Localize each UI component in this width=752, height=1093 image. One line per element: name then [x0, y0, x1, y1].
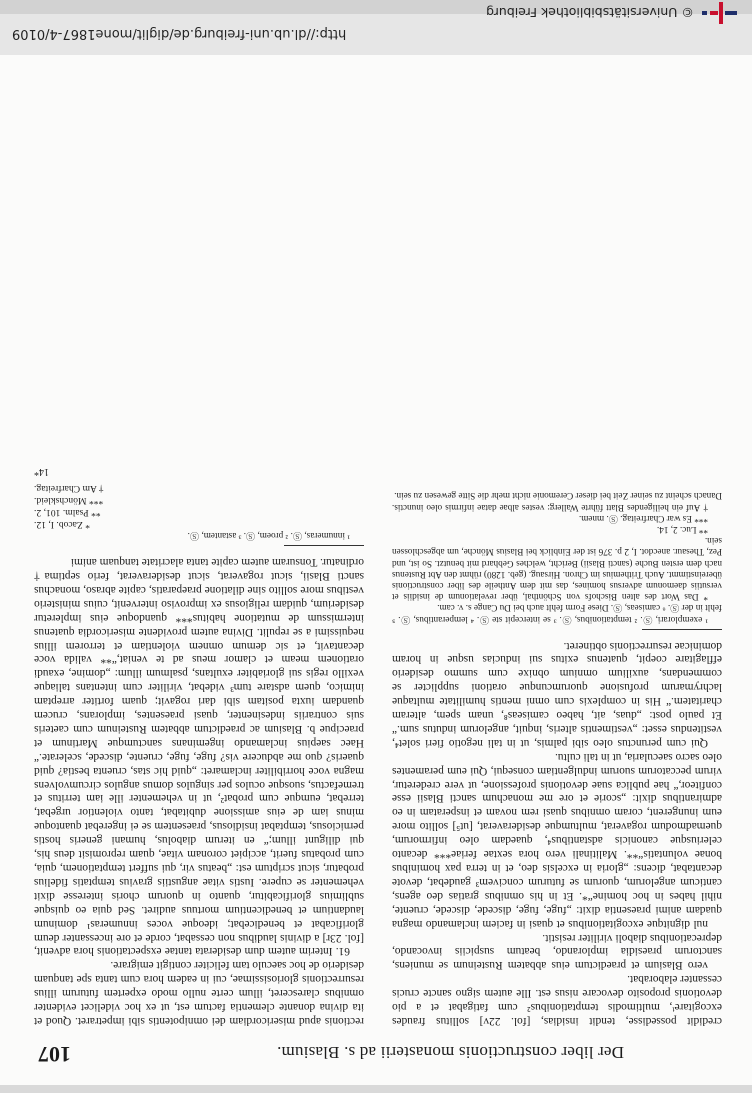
paragraph: rectionis apud misericordiam dei omnipotentis sibi impetraret. Quod et ita divina donante clementia factum est, ut ex hoc videlicet evidenter omnibus claresceret, illum certe nullo modo expertem futurum illius resurrectionis gloriosissimae, cui in eadem hora cum tanta spe tanquam desiderio de hoc saeculo tam feliciter contigit emigrare. — [34, 959, 364, 1027]
footnote: * Zacob. I, 12. — [34, 518, 90, 530]
footnote: *** Mönchskleid. — [34, 494, 104, 506]
paragraph: 61. Interim autem dum desiderata tantae exspectationis hora advenit, [fol. 23r] a divinis laudibus non cessabat, corde et ore incessanter deum glorificabat et benedicebat; ideoque voces innumeras¹ dominum laudantium et benedicentium mortuus audiret. Sed quia eo quisque sublimius glorificabitur, quanto in quorum choris interesse dixit vehementer se cupere. Iustis vitae angustiis gravius temptatis fidelius probatur, sicut scriptum est: „beatus vir, qui suffert temptationem, quia, cum probatus fuerit, accipiet coronam vitae, quam repromisit deus his, qui diligunt illum;“ en iterum diabolus, humani generis hostis perniciosus, temptabat insidiosus, praesentem se ei ingerebat quantoque minus iam de eius amissione dubitabat, tanto violentior urgebat, terrebat, eumque cum probat², ut in vehementer ille iam territus et tremefactus, suosque oculos per singulos domus angulos circumvolvens magna voce horribiliter inclamaret: „quid hic stas, cruenta bestia? quid quaeris? quo me abducere vis? fuge, fuge, cruente, discede, scelerate.“ Haec saepius inclamando ingeminans sanctumque Martinum et praecipue b. Blasium ac praedictum abbatem Rusteinum cum caeteris suis contrariis indesinenter, quasi praesentes, implorans, crucem quandam iuxta positam sibi dari rogavit; quam fortiter arreptam inimico, quem adstare tum³ videbat, viriliter cum intentans taliaque vexillo regis sui gloriabiter exultans, psalmum illum: „domine, exaudi orationem meam et clamor meus ad te veniat,“** valida voce decantavit, et sic demum omnem violentiam et terrorem illius nequissimi a se repulit. Divina autem providente misericordia quatenus intermissum de mutatione habitus*** quandoque eius impleretur desiderium, quidam religiosus ex improviso intervenit, cuius ministerio vestibus more sollito sine dilatione praeparatis, capite abraso, monachus sancti Blasii, sicut rogaverat, sicut desideraverat, ferio septima† ordinatur. Tonsuram autem capite tanta alacritate tanquam animi — [34, 556, 364, 958]
scanned-page — [0, 55, 752, 1085]
paragraph: credidit possedisse, tendit insidias, [fol. 22v] sollitus fraudes excogitareⁱ, multimodis temptationibus² cum fatigabat et a pio devotionis proposito devocare nisus est. Ille autem signo sancte crucis cessanter elaborabat. — [392, 973, 722, 1027]
bottom-bar — [0, 1085, 752, 1093]
footnote: ** Psalm. 101, 2. — [34, 506, 101, 518]
running-title: Der liber constructionis monasterii ad s. Blasium. — [276, 1043, 624, 1062]
footnote: † Am Charfreitag. — [34, 482, 104, 494]
signature-mark: 14* — [34, 465, 49, 477]
footnote-divider — [284, 545, 364, 546]
footnote: * Das Wort des alten Bischofs von Schönthal, über revelationum de insidiis et versutiis daemonum adversus homines, das mit dem Antheile des liber constructionis übereinstimmt. Auch Trithemius im Chron. Hirsaug. (geb. 1280) rühmt den Abt Rustenus nach dem ersten Buche (sancti Blasii) Bericht, welches Gebhard mit benutzt. So ist, und Pez, Thesaur. anecdot. I, 2 p. 376 ist der Einblick bei Blasius Mönche, um abgeschlossen sein. — [392, 536, 722, 603]
paragraph: nul dignitque excogitationibus et quasi in faciem inclamando magna quadam animi praesentia dixit: „fuge, fuge, discede, discede, cruente, nihil habes in hoc homine“*. Et in his omnibus gratias deo agens, canticum angelorum, quorum se futurum concivem³ gaudebat, devote decantabat, dicens: „gloria in excelsis deo, et in terra pax hominibus bonae voluntatis“**. Malitinali vero hora sextae feriae*** decanto celeriusque canonicis adstantibus⁴, quaedam oleo infirmorum, quemadmodum rogaverat, multumque desideraverat, [ut⁵] sollito more eum inungerent, coram omnibus quasi rem novam et insperatam in eo admirantibus dixit: „scorie et ore me monachum sancti Blasii esse confiteor,“ hae publica suae devotionis professione, ut vere crederetur, virum peccatorum suorum indulgentiam consequi, Qui eum peramentes oleo sacro saecularia, ut in tali cultu. — [392, 750, 722, 930]
permalink-url[interactable]: http://dl.ub.uni-freiburg.de/diglit/mone1867-4/0109 — [12, 26, 347, 41]
right-column — [34, 464, 364, 1027]
page-number: 107 — [38, 1042, 71, 1067]
footnote: ** Luc. 2, 14. — [656, 525, 708, 535]
footnote: ¹ exemplorari, Ⓢ. ² temptationibus, Ⓢ. ³ se intercepit ste Ⓢ. ⁴ lemperantibus, Ⓢ. ⁵ fehlt in der Ⓢ. ⁶ camiseas, Ⓢ. Diese Form fehlt auch bei Du Cange s. v. cam. — [392, 603, 722, 625]
library-banner — [0, 0, 752, 55]
ub-freiburg-logo-icon — [702, 2, 742, 24]
footnote: † Auf ein heiligendes Blatt führte Wallerg: vestes albae datae infirmis oleo inunctis. Danach scheint zu seiner Zeit bei dieser Ceremonie nicht mehr die Sitte gewesen zu sein. — [392, 491, 722, 513]
copyright-notice: © Universitätsbibliothek Freiburg — [486, 5, 694, 20]
footnote: ¹ innumeras, Ⓢ. ² proem, Ⓢ. ³ astantem, Ⓢ. — [187, 531, 350, 542]
footnote-divider — [642, 629, 722, 630]
running-head — [38, 1039, 714, 1067]
paragraph: Qui cum perunctus oleo sibi palmis, ut in tali negotio fieri solet⁴, vestitendus esset: „vestimentis alteris, inquit, angelorum indutus sum.“ Et paulo post: „duas, ait, habeo camiseas⁸, unam spem, alteram charitatem.“ His in complexis cum omni mentis humilitate multaque lachrymarum profusione quorumcunque orationi supplicter se commendans, auxilium omnium obnixe cum summo desiderio efflagitare coepit, quatenus exitus sui inducias usque in horam dominicae resurrectionis obtineret. — [392, 639, 722, 749]
paragraph: vero Blasium et praedictum eius abbatem Rusteinum se muniens, sanctorum praesidia implorando, beatum suspiciis invocando, deprecationibus diaboli viriliter resistit. — [392, 931, 722, 972]
footnote: *** Es war Charfreitag. Ⓢ. mnem. — [578, 513, 708, 524]
left-column — [392, 490, 722, 1027]
